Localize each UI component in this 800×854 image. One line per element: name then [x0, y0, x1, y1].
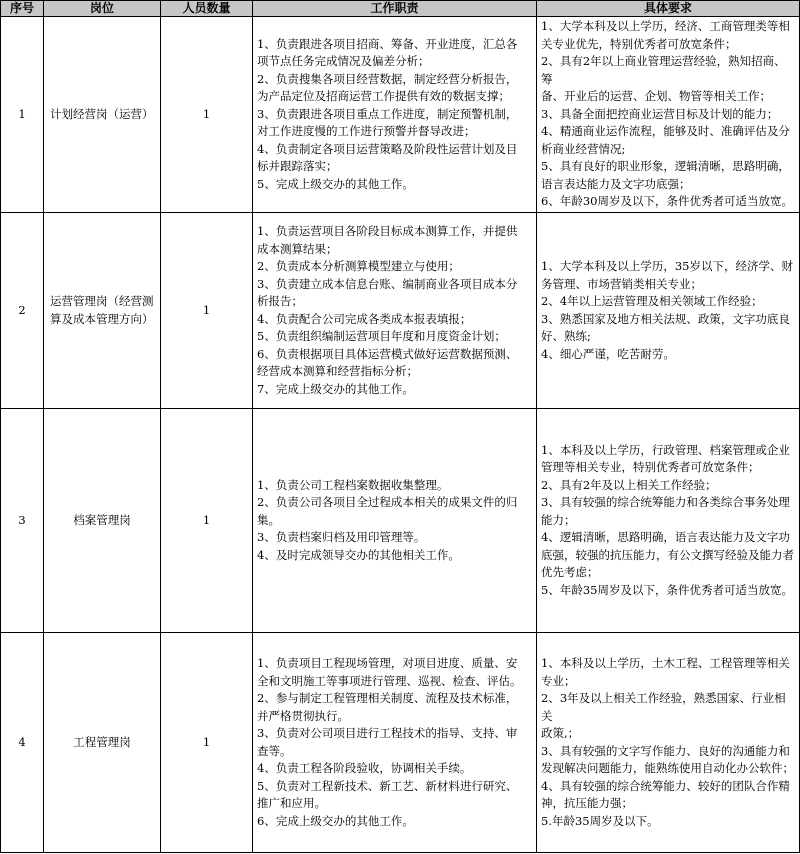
requirement-line: 关专业优先，特别优秀者可放宽条件； — [541, 36, 737, 51]
row-index: 4 — [1, 633, 44, 853]
requirement-line: 3、熟悉国家及地方相关法规、政策，文字功底良 — [541, 311, 790, 326]
row-index: 3 — [1, 409, 44, 633]
table-row — [1, 409, 800, 633]
duty-line: 1、负责项目工程现场管理，对项目进度、质量、安 — [257, 656, 518, 670]
duty-line: 查等。 — [257, 743, 292, 758]
duty-line: 1、负责公司工程档案数据收集整理。 — [257, 477, 449, 492]
requirement-line: 6、年龄30周岁及以下，条件优秀者可适当放宽。 — [541, 194, 793, 209]
duty-line: 经营成本测算和经营指标分析； — [257, 364, 418, 378]
requirement-line: 2、具有2年及以上相关工作经验； — [541, 477, 717, 492]
requirement-line: 发现解决问题能力，能熟练使用自动化办公软件； — [541, 761, 794, 775]
row-count: 1 — [161, 17, 253, 213]
requirement-line: 4、精通商业运作流程，能够及时、准确评估及分 — [541, 124, 790, 139]
requirement-line: 3、具有较强的综合统筹能力和各类综合事务处理 — [541, 495, 790, 510]
requirement-line: 优先考虑； — [541, 565, 599, 580]
requirement-line: 5.年龄35周岁及以下。 — [541, 813, 659, 828]
table-row — [1, 213, 800, 409]
duty-line: 2、负责搜集各项目经营数据，制定经营分析报告， — [257, 71, 518, 86]
requirement-line: 神，抗压能力强； — [541, 796, 633, 810]
duty-line: 2、参与制定工程管理相关制度、流程及技术标准， — [257, 691, 518, 705]
header-count: 人员数量 — [161, 1, 253, 17]
duty-line: 为产品定位及招商运营工作提供有效的数据支撑； — [257, 89, 510, 104]
table-row — [1, 17, 800, 213]
requirement-line: 4、具有较强的综合统筹能力、较好的团队合作精 — [541, 778, 790, 793]
duty-line: 4、及时完成领导交办的其他相关工作。 — [257, 547, 460, 562]
duty-line: 3、负责档案归档及用印管理等。 — [257, 530, 426, 545]
duty-line: 1、负责跟进各项目招商、筹备、开业进度，汇总各 — [257, 36, 518, 51]
requirement-line: 析商业经营情况; — [541, 141, 626, 156]
duty-line: 3、负责跟进各项目重点工作进度，制定预警机制， — [257, 106, 518, 121]
duty-line: 6、负责根据项目具体运营模式做好运营数据预测、 — [257, 346, 518, 361]
row-position: 工程管理岗 — [44, 633, 161, 853]
row-requirements — [537, 17, 800, 213]
duty-line: 推广和应用。 — [257, 796, 326, 810]
requirement-line: 3、具备全面把控商业运营目标及计划的能力； — [541, 106, 779, 121]
duty-line: 集。 — [257, 512, 280, 527]
duty-line: 全和文明施工等事项进行管理、巡视、检查、评估。 — [257, 673, 522, 688]
requirement-line: 4、逻辑清晰，思路明确，语言表达能力及文字功 — [541, 530, 790, 545]
row-duties — [253, 213, 537, 409]
row-index: 2 — [1, 213, 44, 409]
requirement-line: 5、具有良好的职业形象，逻辑清晰，思路明确， — [541, 159, 790, 174]
row-count: 1 — [161, 213, 253, 409]
duty-line: 成本测算结果； — [257, 241, 338, 256]
requirement-line: 务管理、市场营销类相关专业； — [541, 276, 702, 291]
requirement-line: 1、大学本科及以上学历，经济、工商管理类等相 — [541, 19, 790, 34]
duty-line: 1、负责运营项目各阶段目标成本测算工作，并提供 — [257, 224, 518, 238]
header-row — [1, 1, 800, 17]
duty-line: 4、负责工程各阶段验收，协调相关手续。 — [257, 761, 472, 775]
duty-line: 5、负责对工程新技术、新工艺、新材料进行研究、 — [257, 778, 518, 793]
duty-line: 项节点任务完成情况及偏差分析； — [257, 54, 430, 69]
requirement-line: 2、4年以上运营管理及相关领域工作经验； — [541, 294, 763, 308]
requirement-line: 专业； — [541, 673, 576, 688]
row-duties — [253, 409, 537, 633]
requirement-line: 3、具有较强的文字写作能力、良好的沟通能力和 — [541, 743, 790, 758]
requirement-line: 1、大学本科及以上学历，35岁以下，经济学、财 — [541, 259, 793, 273]
duty-line: 3、负责建立成本信息台账、编制商业各项目成本分 — [257, 276, 518, 291]
requirement-line: 政策,； — [541, 726, 580, 740]
requirement-line: 管理等相关专业，特别优秀者可放宽条件； — [541, 460, 760, 475]
row-requirements — [537, 633, 800, 853]
row-count: 1 — [161, 409, 253, 633]
duty-line: 3、负责对公司项目进行工程技术的指导、支持、审 — [257, 726, 518, 740]
row-position: 档案管理岗 — [44, 409, 161, 633]
row-requirements — [537, 213, 800, 409]
requirement-line: 1、本科及以上学历，行政管理、档案管理或企业 — [541, 442, 790, 457]
row-index: 1 — [1, 17, 44, 213]
requirement-line: 2、3年及以上相关工作经验，熟悉国家、行业相关 — [541, 691, 786, 723]
header-position: 岗位 — [44, 1, 161, 17]
duty-line: 7、完成上级交办的其他工作。 — [257, 381, 414, 396]
row-count: 1 — [161, 633, 253, 853]
header-index: 序号 — [1, 1, 44, 17]
requirement-line: 2、具有2年以上商业管理运营经验，熟知招商、筹 — [541, 54, 786, 86]
requirement-line: 好、熟练; — [541, 329, 591, 343]
duty-line: 对工作进度慢的工作进行预警并督导改进； — [257, 124, 476, 139]
duty-line: 标并跟踪落实； — [257, 159, 338, 174]
duty-line: 2、负责成本分析测算模型建立与使用； — [257, 259, 460, 273]
duty-line: 5、完成上级交办的其他工作。 — [257, 176, 414, 191]
requirement-line: 底强，较强的抗压能力，有公文撰写经验及能力者 — [541, 547, 794, 562]
row-duties — [253, 17, 537, 213]
header-requirements: 具体要求 — [537, 1, 800, 17]
duty-line: 析报告； — [257, 294, 303, 308]
requirement-line: 备、开业后的运营、企划、物管等相关工作； — [541, 89, 771, 104]
requirement-line: 1、本科及以上学历，土木工程、工程管理等相关 — [541, 656, 790, 670]
duty-line: 5、负责组织编制运营项目年度和月度资金计划； — [257, 329, 506, 343]
row-position: 计划经营岗（运营） — [44, 17, 161, 213]
row-requirements — [537, 409, 800, 633]
duty-line: 并严格贯彻执行。 — [257, 708, 349, 723]
duty-line: 6、完成上级交办的其他工作。 — [257, 813, 414, 828]
duty-line: 2、负责公司各项目全过程成本相关的成果文件的归 — [257, 495, 518, 510]
requirement-line: 5、年龄35周岁及以下，条件优秀者可适当放宽。 — [541, 582, 793, 597]
requirement-line: 能力； — [541, 512, 576, 527]
header-duties: 工作职责 — [253, 1, 537, 17]
requirement-line: 4、细心严谨，吃苦耐劳。 — [541, 346, 675, 361]
row-position: 运营管理岗（经营测算及成本管理方向） — [44, 213, 161, 409]
requirement-line: 语言表达能力及文字功底强； — [541, 176, 691, 191]
duty-line: 4、负责制定各项目运营策略及阶段性运营计划及目 — [257, 141, 518, 156]
row-duties — [253, 633, 537, 853]
table-row — [1, 633, 800, 853]
duty-line: 4、负责配合公司完成各类成本报表填报； — [257, 311, 472, 326]
